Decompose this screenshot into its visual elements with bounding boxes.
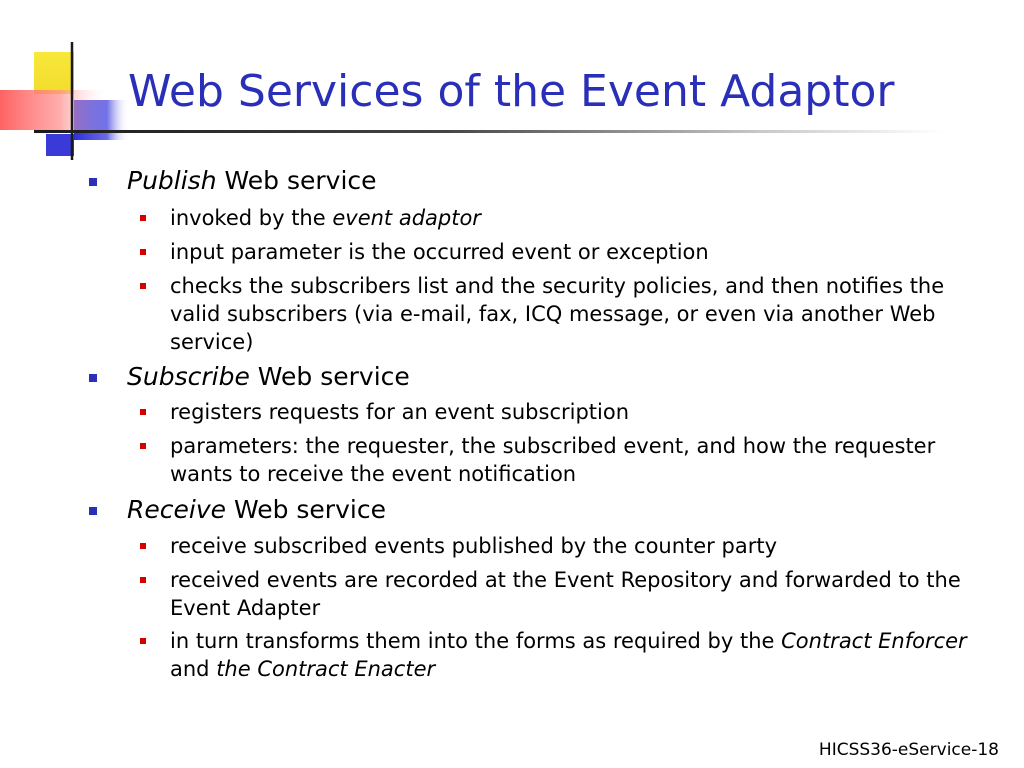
slide-footer: HICSS36-eService-18 [818,740,999,760]
sub-bullet-text: parameters: the requester, the subscribed event, and how the requester wants to receive the event notification [170,434,936,486]
sub-bullet-text: received events are recorded at the Event Repository and forwarded to the Event Adapter [170,568,961,620]
square-bullet-icon [140,577,146,583]
sub-bullet-emphasis: the Contract Enacter [216,657,436,681]
square-bullet-icon [140,443,146,449]
sub-bullet-emphasis: event adaptor [332,206,481,230]
square-bullet-icon [89,507,97,515]
deco-blue-small [46,134,74,156]
sub-bullet [170,272,970,356]
square-bullet-icon [140,283,146,289]
sub-bullet [170,627,970,683]
deco-red-band [0,90,110,130]
sub-bullet [170,238,970,266]
square-bullet-icon [140,409,146,415]
sub-bullet-text: checks the subscribers list and the security policies, and then notifies the valid subscribers (via e-mail, fax, ICQ message, or even via another Web service) [170,274,945,354]
bullet-text: Web service [216,166,377,195]
sub-bullet-text: in turn transforms them into the forms as required by the [170,629,782,653]
bullet-subscribe [127,362,410,392]
bullet-emphasis: Publish [127,166,217,195]
sub-bullet [170,432,970,488]
sub-bullet [170,204,970,232]
sub-bullet-text: invoked by the [170,206,333,230]
sub-bullet [170,532,970,560]
square-bullet-icon [140,543,146,549]
sub-bullet-text: receive subscribed events published by the counter party [170,534,777,558]
bullet-text: Web service [249,362,410,391]
sub-bullet [170,566,970,622]
sub-bullet-text: and [170,657,217,681]
title-underline [34,130,944,133]
deco-yellow-square [34,52,74,94]
bullet-text: Web service [226,495,386,524]
bullet-emphasis: Subscribe [127,362,250,391]
square-bullet-icon [140,638,146,644]
square-bullet-icon [89,178,97,186]
bullet-emphasis: Receive [127,495,226,524]
sub-bullet-text: registers requests for an event subscription [170,400,630,424]
slide-title: Web Services of the Event Adaptor [128,66,895,117]
bullet-receive [127,495,386,525]
corner-decoration [0,0,130,170]
bullet-publish [127,166,377,196]
square-bullet-icon [89,374,97,382]
sub-bullet-emphasis: Contract Enforcer [781,629,967,653]
sub-bullet [170,398,970,426]
square-bullet-icon [140,215,146,221]
sub-bullet-text: input parameter is the occurred event or exception [170,240,709,264]
square-bullet-icon [140,249,146,255]
